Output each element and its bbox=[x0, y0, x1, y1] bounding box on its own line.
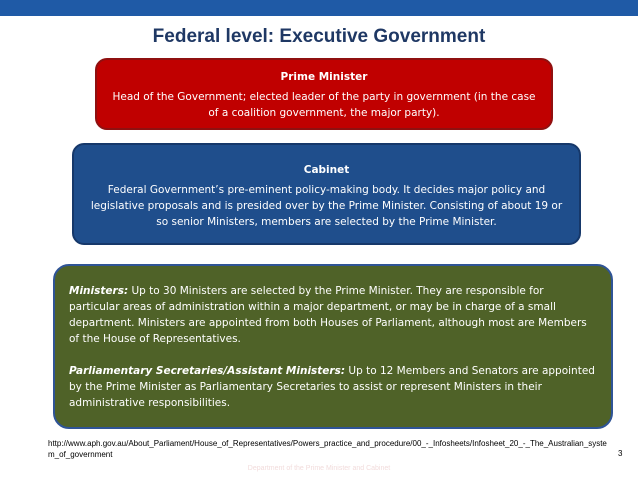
secretaries-lead: Parliamentary Secretaries/Assistant Ministers: bbox=[69, 365, 346, 377]
top-accent-bar bbox=[0, 0, 638, 16]
footer-text: Department of the Prime Minister and Cabinet bbox=[247, 465, 391, 472]
cabinet-heading: Cabinet bbox=[303, 164, 350, 176]
prime-minister-description: Head of the Government; elected leader of the party in government (in the case of a coalition government, the major party). bbox=[112, 91, 536, 119]
slide-title: Federal level: Executive Government bbox=[152, 26, 486, 47]
secretaries-description: Up to 12 Members and Senators are appointed by the Prime Minister as Parliamentary Secretaries to assist or represent Ministers in their administrative responsibilities. bbox=[69, 365, 595, 409]
ministers-box bbox=[53, 264, 613, 429]
cabinet-description: Federal Government’s pre-eminent policy-making body. It decides major policy and legislative proposals and is presided over by the Prime Minister. Consisting of about 19 or so senior Ministers, members are selected by the Prime Minister. bbox=[90, 184, 563, 228]
prime-minister-box bbox=[95, 58, 553, 130]
ministers-description: Up to 30 Ministers are selected by the Prime Minister. They are responsible for particular areas of administration within a major department, or may be in charge of a small department. Ministers are appointed from both Houses of Parliament, although most are Members of the House of Representatives. bbox=[69, 285, 587, 345]
secretaries-paragraph bbox=[69, 363, 597, 411]
page-number: 3 bbox=[618, 449, 623, 458]
source-link[interactable]: http://www.aph.gov.au/About_Parliament/House_of_Representatives/Powers_practice_and_procedure/00_-_Infosheets/Infosheet_20_-_The_Australian_system_of_government bbox=[48, 439, 607, 459]
ministers-paragraph bbox=[69, 283, 597, 347]
paragraph-spacer bbox=[69, 347, 597, 363]
ministers-lead: Ministers: bbox=[69, 285, 129, 297]
cabinet-box bbox=[72, 143, 581, 245]
prime-minister-heading: Prime Minister bbox=[280, 71, 368, 83]
